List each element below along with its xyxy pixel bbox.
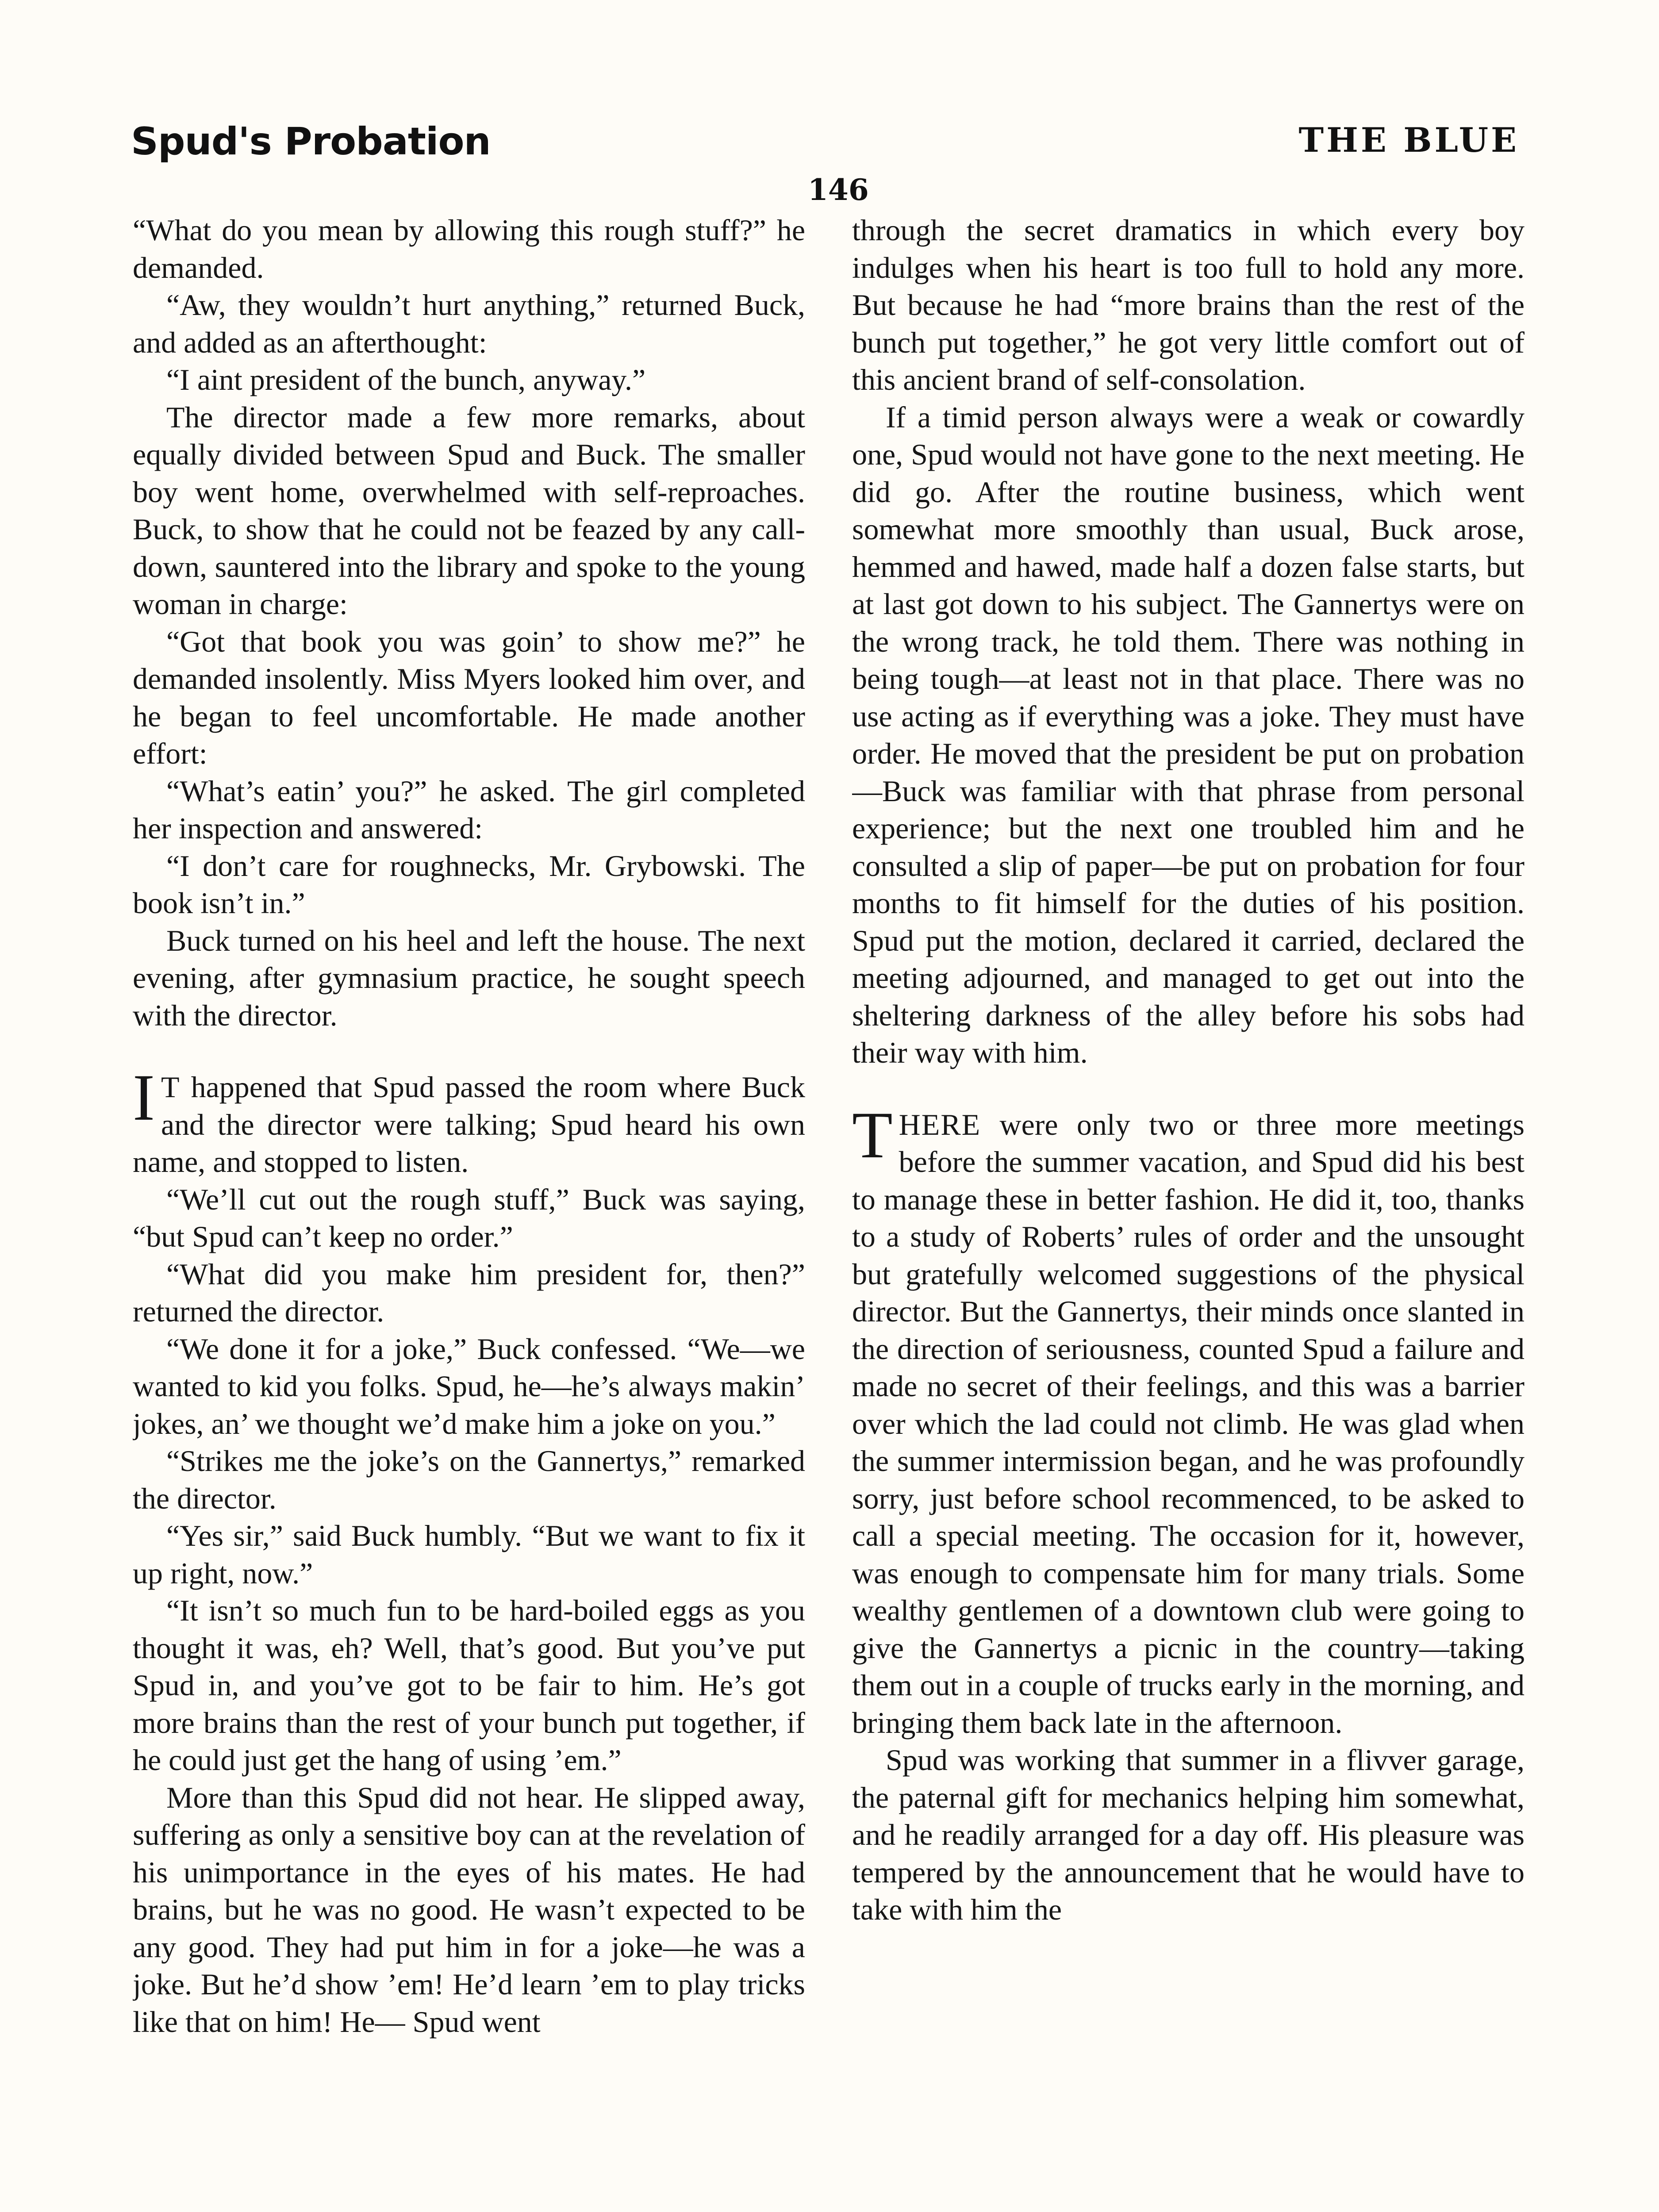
section-opening-paragraph: [852, 1098, 1525, 1742]
page-number: 146: [808, 173, 869, 207]
drop-cap: T: [852, 1098, 893, 1172]
paragraph: “Got that book you was goin’ to show me?” he demanded insolently. Miss Myers looked him over, and he began to feel uncomfortable. He made another effort:: [133, 624, 805, 770]
drop-cap: I: [133, 1061, 155, 1134]
paragraph: “We’ll cut out the rough stuff,” Buck was saying, “but Spud can’t keep no order.”: [133, 1182, 805, 1253]
paragraph: “I don’t care for roughnecks, Mr. Grybowski. The book isn’t in.”: [133, 849, 805, 920]
section-text: happened that Spud passed the room where Buck and the director were talking; Spud heard his own name, and stopped to listen.: [133, 1070, 805, 1179]
left-column: [133, 211, 805, 2212]
magazine-title: THE BLUE: [1298, 120, 1519, 160]
story-title: Spud's Probation: [131, 119, 491, 164]
paragraph: “Strikes me the joke’s on the Gannertys,” remarked the director.: [133, 1444, 805, 1515]
paragraph: “We done it for a joke,” Buck confessed. “We—we wanted to kid you folks. Spud, he—he’s always makin’ jokes, an’ we thought we’d make him a joke on you.”: [133, 1332, 805, 1440]
paragraph: “It isn’t so much fun to be hard-boiled eggs as you thought it was, eh? Well, that’s good. But you’ve put Spud in, and you’ve got to be fair to him. He’s got more brains than the rest of your bunch put together, if he could just get the hang of using ’em.”: [133, 1594, 805, 1777]
paragraph: The director made a few more remarks, about equally divided between Spud and Buck. The smaller boy went home, overwhelmed with self-reproaches. Buck, to show that he could not be feazed by any call-down, sauntered into the library and spoke to the young woman in charge:: [133, 400, 805, 621]
paragraph: More than this Spud did not hear. He slipped away, suffering as only a sensitive boy can at the revelation of his unimportance in the eyes of his mates. He had brains, but he was no good. He wasn’t expected to be any good. They had put him in for a joke—he was a joke. But he’d show ’em! He’d learn ’em to play tricks like that on him! He— Spud went: [133, 1780, 805, 2039]
paragraph: “Aw, they wouldn’t hurt anything,” returned Buck, and added as an afterthought:: [133, 288, 805, 359]
paragraph: If a timid person always were a weak or cowardly one, Spud would not have gone to the next meeting. He did go. After the routine business, which went somewhat more smoothly than usual, Buck arose, hemmed and hawed, made half a dozen false starts, but at last got down to his subject. The Gannertys were on the wrong track, he told them. There was nothing in being tough—at least not in that place. There was no use acting as if everything was a joke. They must have order. He moved that the president be put on probation—Buck was familiar with that phrase from personal experience; but the next one troubled him and he consulted a slip of paper—be put on probation for four months to fit himself for the duties of his position. Spud put the motion, declared it carried, declared the meeting adjourned, and managed to get out into the sheltering darkness of the alley before his sobs had their way with him.: [852, 400, 1525, 1069]
right-column: [852, 211, 1525, 2212]
paragraph: Spud was working that summer in a flivver garage, the paternal gift for mechanics helping him somewhat, and he readily arranged for a day off. His pleasure was tempered by the announcement that he would have to take with him the: [852, 1743, 1525, 1926]
paragraph: “What do you mean by allowing this rough stuff?” he demanded.: [133, 213, 805, 284]
section-text: were only two or three more meetings before the summer vacation, and Spud did his best to manage these in better fashion. He did it, too, thanks to a study of Roberts’ rules of order and the unsought but gratefully welcomed suggestions of the physical director. But the Gannertys, their minds once slanted in the direction of seriousness, counted Spud a failure and made no secret of their feelings, and this was a barrier over which the lad could not climb. He was glad when the summer intermission began, and he was profoundly sorry, just before school recommenced, to be asked to call a special meeting. The occasion for it, however, was enough to compensate him for many trials. Some wealthy gentlemen of a downtown club were going to give the Gannertys a picnic in the country—taking them out in a couple of trucks early in the morning, and bringing them back late in the afternoon.: [852, 1107, 1525, 1740]
section-lead-word: HERE: [899, 1107, 981, 1141]
paragraph: “Yes sir,” said Buck humbly. “But we want to fix it up right, now.”: [133, 1519, 805, 1590]
paragraph: “I aint president of the bunch, anyway.”: [166, 363, 646, 396]
section-opening-paragraph: [133, 1061, 805, 1181]
continued-paragraph: through the secret dramatics in which every boy indulges when his heart is too full to hold any more. But because he had “more brains than the rest of the bunch put together,” he got very little comfort out of this ancient brand of self-consolation.: [852, 213, 1525, 396]
paragraph: “What’s eatin’ you?” he asked. The girl completed her inspection and answered:: [133, 774, 805, 845]
paragraph: Buck turned on his heel and left the house. The next evening, after gymnasium practice, he sought speech with the director.: [133, 923, 805, 1032]
paragraph: “What did you make him president for, then?” returned the director.: [133, 1257, 805, 1328]
section-lead-word: T: [161, 1070, 180, 1104]
